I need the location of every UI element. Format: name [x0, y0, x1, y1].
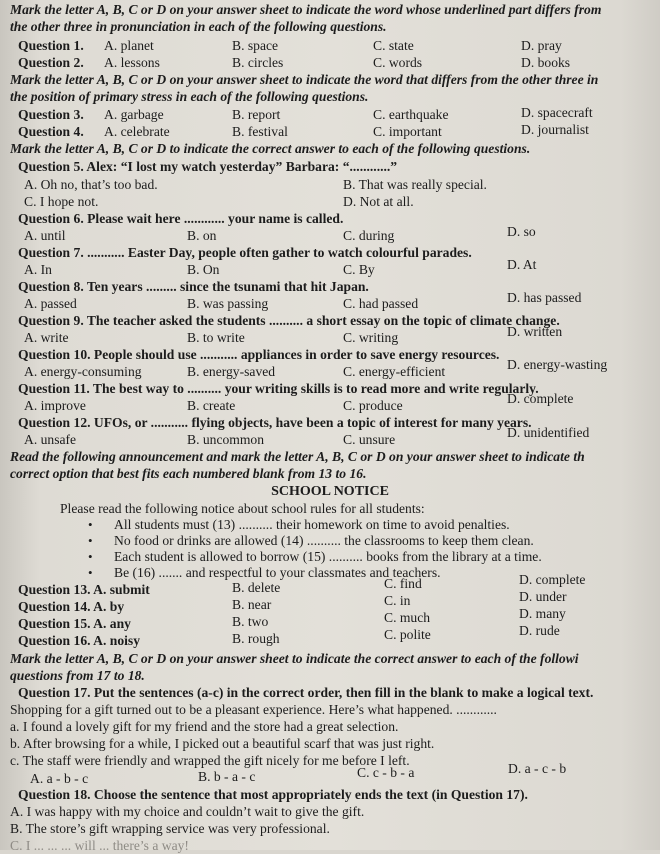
q14-option-c[interactable]: C. in: [384, 593, 411, 608]
question-7-stem: Question 7. ........... Easter Day, people often gather to watch colourful parades.: [18, 245, 472, 260]
instruction-correct-answer: Mark the letter A, B, C or D to indicate the correct answer to each of the following questions.: [10, 141, 531, 156]
q16-label-option-a[interactable]: Question 16. A. noisy: [18, 633, 140, 648]
instruction-stress-line1: Mark the letter A, B, C or D on your answer sheet to indicate the word that differs from the other three in: [10, 72, 599, 87]
q9-option-c[interactable]: C. writing: [343, 330, 399, 345]
q13-label-option-a[interactable]: Question 13. A. submit: [18, 582, 150, 597]
q15-option-b[interactable]: B. two: [232, 614, 269, 629]
q8-option-a[interactable]: A. passed: [24, 296, 77, 311]
q13-option-d[interactable]: D. complete: [519, 572, 586, 587]
q10-option-b[interactable]: B. energy-saved: [187, 364, 276, 379]
question-9-stem: Question 9. The teacher asked the students .......... a short essay on the topic of climate change.: [18, 313, 560, 328]
instruction-stress-line2: the position of primary stress in each of the following questions.: [10, 89, 369, 104]
instruction-q17-18-line1: Mark the letter A, B, C or D on your answer sheet to indicate the correct answer to each of the followi: [10, 651, 579, 666]
q1-option-d[interactable]: D. pray: [521, 38, 562, 53]
q18-option-a[interactable]: A. I was happy with my choice and couldn’t wait to give the gift.: [10, 804, 365, 819]
notice-rule-1: All students must (13) .......... their homework on time to avoid penalties.: [114, 517, 510, 532]
q3-option-c[interactable]: C. earthquake: [373, 107, 449, 122]
q17-sentence-a: a. I found a lovely gift for my friend and the store had a great selection.: [10, 719, 399, 734]
q17-sentence-c: c. The staff were friendly and wrapped the gift nicely for me before I left.: [10, 753, 410, 768]
instruction-pronunciation-line1: Mark the letter A, B, C or D on your answer sheet to indicate the word whose underlined part differs from: [10, 2, 602, 17]
q12-option-d[interactable]: D. unidentified: [507, 425, 590, 440]
q16-option-d[interactable]: D. rude: [519, 623, 560, 638]
q16-option-b[interactable]: B. rough: [232, 631, 280, 646]
bullet-dot: •: [88, 549, 93, 564]
question-18-stem: Question 18. Choose the sentence that most appropriately ends the text (in Question 17).: [18, 787, 528, 802]
q15-option-d[interactable]: D. many: [519, 606, 566, 621]
notice-rule-3: Each student is allowed to borrow (15) .......... books from the library at a time.: [114, 549, 542, 564]
q11-option-d[interactable]: D. complete: [507, 391, 574, 406]
q4-option-b[interactable]: B. festival: [232, 124, 288, 139]
question-8-stem: Question 8. Ten years ......... since the tsunami that hit Japan.: [18, 279, 369, 294]
q11-option-c[interactable]: C. produce: [343, 398, 403, 413]
q7-option-c[interactable]: C. By: [343, 262, 375, 277]
q8-option-d[interactable]: D. has passed: [507, 290, 582, 305]
q17-option-a[interactable]: A. a - b - c: [30, 771, 89, 786]
q12-option-b[interactable]: B. uncommon: [187, 432, 265, 447]
q5-option-c[interactable]: C. I hope not.: [24, 194, 99, 209]
q7-option-a[interactable]: A. In: [24, 262, 52, 277]
notice-title: SCHOOL NOTICE: [271, 484, 389, 499]
q17-sentence-b: b. After browsing for a while, I picked out a beautiful scarf that was just right.: [10, 736, 435, 751]
q10-option-d[interactable]: D. energy-wasting: [507, 357, 608, 372]
q11-option-b[interactable]: B. create: [187, 398, 236, 413]
q10-option-a[interactable]: A. energy-consuming: [24, 364, 142, 379]
q9-option-b[interactable]: B. to write: [187, 330, 245, 345]
question-5-stem: Question 5. Alex: “I lost my watch yesterday” Barbara: “............”: [18, 159, 398, 174]
question-10-stem: Question 10. People should use ........... appliances in order to save energy resources.: [18, 347, 500, 362]
question-11-stem: Question 11. The best way to .......... your writing skills is to read more and write regularly.: [18, 381, 539, 396]
q3-option-d[interactable]: D. spacecraft: [521, 105, 593, 120]
q7-option-d[interactable]: D. At: [507, 257, 537, 272]
q2-option-d[interactable]: D. books: [521, 55, 571, 70]
bullet-dot: •: [88, 517, 93, 532]
q1-option-c[interactable]: C. state: [373, 38, 414, 53]
q6-option-c[interactable]: C. during: [343, 228, 395, 243]
q16-option-c[interactable]: C. polite: [384, 627, 431, 642]
q4-option-a[interactable]: A. celebrate: [104, 124, 170, 139]
q4-option-d[interactable]: D. journalist: [521, 122, 589, 137]
q8-option-c[interactable]: C. had passed: [343, 296, 419, 311]
q14-option-b[interactable]: B. near: [232, 597, 272, 612]
question-4-label: Question 4.: [18, 124, 84, 139]
question-17-stem: Question 17. Put the sentences (a-c) in the correct order, then fill in the blank to make a logical text.: [18, 685, 594, 700]
q6-option-b[interactable]: B. on: [187, 228, 217, 243]
instruction-pronunciation-line2: the other three in pronunciation in each of the following questions.: [10, 19, 387, 34]
instruction-reading-line1: Read the following announcement and mark the letter A, B, C or D on your answer sheet to indicate th: [10, 449, 585, 464]
q2-option-a[interactable]: A. lessons: [104, 55, 160, 70]
q13-option-c[interactable]: C. find: [384, 576, 422, 591]
q17-option-b[interactable]: B. b - a - c: [198, 769, 256, 784]
q5-option-d[interactable]: D. Not at all.: [343, 194, 414, 209]
q5-option-a[interactable]: A. Oh no, that’s too bad.: [24, 177, 158, 192]
q18-option-b[interactable]: B. The store’s gift wrapping service was very professional.: [10, 821, 330, 836]
instruction-q17-18-line2: questions from 17 to 18.: [10, 668, 145, 683]
bullet-dot: •: [88, 565, 93, 580]
q6-option-a[interactable]: A. until: [24, 228, 66, 243]
q18-option-c-cut[interactable]: C. I ... ... ... will ... there’s a way!: [10, 838, 189, 853]
question-12-stem: Question 12. UFOs, or ........... flying objects, have been a topic of interest for many years.: [18, 415, 532, 430]
q1-option-a[interactable]: A. planet: [104, 38, 154, 53]
question-3-label: Question 3.: [18, 107, 84, 122]
q2-option-c[interactable]: C. words: [373, 55, 423, 70]
bullet-dot: •: [88, 533, 93, 548]
q5-option-b[interactable]: B. That was really special.: [343, 177, 487, 192]
question-6-stem: Question 6. Please wait here ............ your name is called.: [18, 211, 344, 226]
q15-option-c[interactable]: C. much: [384, 610, 431, 625]
q12-option-a[interactable]: A. unsafe: [24, 432, 77, 447]
q17-option-d[interactable]: D. a - c - b: [508, 761, 567, 776]
q12-option-c[interactable]: C. unsure: [343, 432, 396, 447]
q13-option-b[interactable]: B. delete: [232, 580, 281, 595]
q2-option-b[interactable]: B. circles: [232, 55, 284, 70]
q17-option-c[interactable]: C. c - b - a: [357, 765, 415, 780]
q9-option-d[interactable]: D. written: [507, 324, 563, 339]
q17-context: Shopping for a gift turned out to be a pleasant experience. Here’s what happened. ............: [10, 702, 497, 717]
notice-rule-4: Be (16) ....... and respectful to your classmates and teachers.: [114, 565, 441, 580]
q14-option-d[interactable]: D. under: [519, 589, 567, 604]
q1-option-b[interactable]: B. space: [232, 38, 279, 53]
q10-option-c[interactable]: C. energy-efficient: [343, 364, 446, 379]
q8-option-b[interactable]: B. was passing: [187, 296, 269, 311]
q4-option-c[interactable]: C. important: [373, 124, 442, 139]
q15-label-option-a[interactable]: Question 15. A. any: [18, 616, 131, 631]
notice-intro: Please read the following notice about school rules for all students:: [60, 501, 425, 516]
q3-option-b[interactable]: B. report: [232, 107, 281, 122]
q6-option-d[interactable]: D. so: [507, 224, 536, 239]
question-1-label: Question 1.: [18, 38, 84, 53]
q7-option-b[interactable]: B. On: [187, 262, 220, 277]
instruction-reading-line2: correct option that best fits each numbered blank from 13 to 16.: [10, 466, 367, 481]
q14-label-option-a[interactable]: Question 14. A. by: [18, 599, 125, 614]
q9-option-a[interactable]: A. write: [24, 330, 69, 345]
q3-option-a[interactable]: A. garbage: [104, 107, 164, 122]
q11-option-a[interactable]: A. improve: [24, 398, 86, 413]
question-2-label: Question 2.: [18, 55, 84, 70]
notice-rule-2: No food or drinks are allowed (14) .......... the classrooms to keep them clean.: [114, 533, 534, 548]
